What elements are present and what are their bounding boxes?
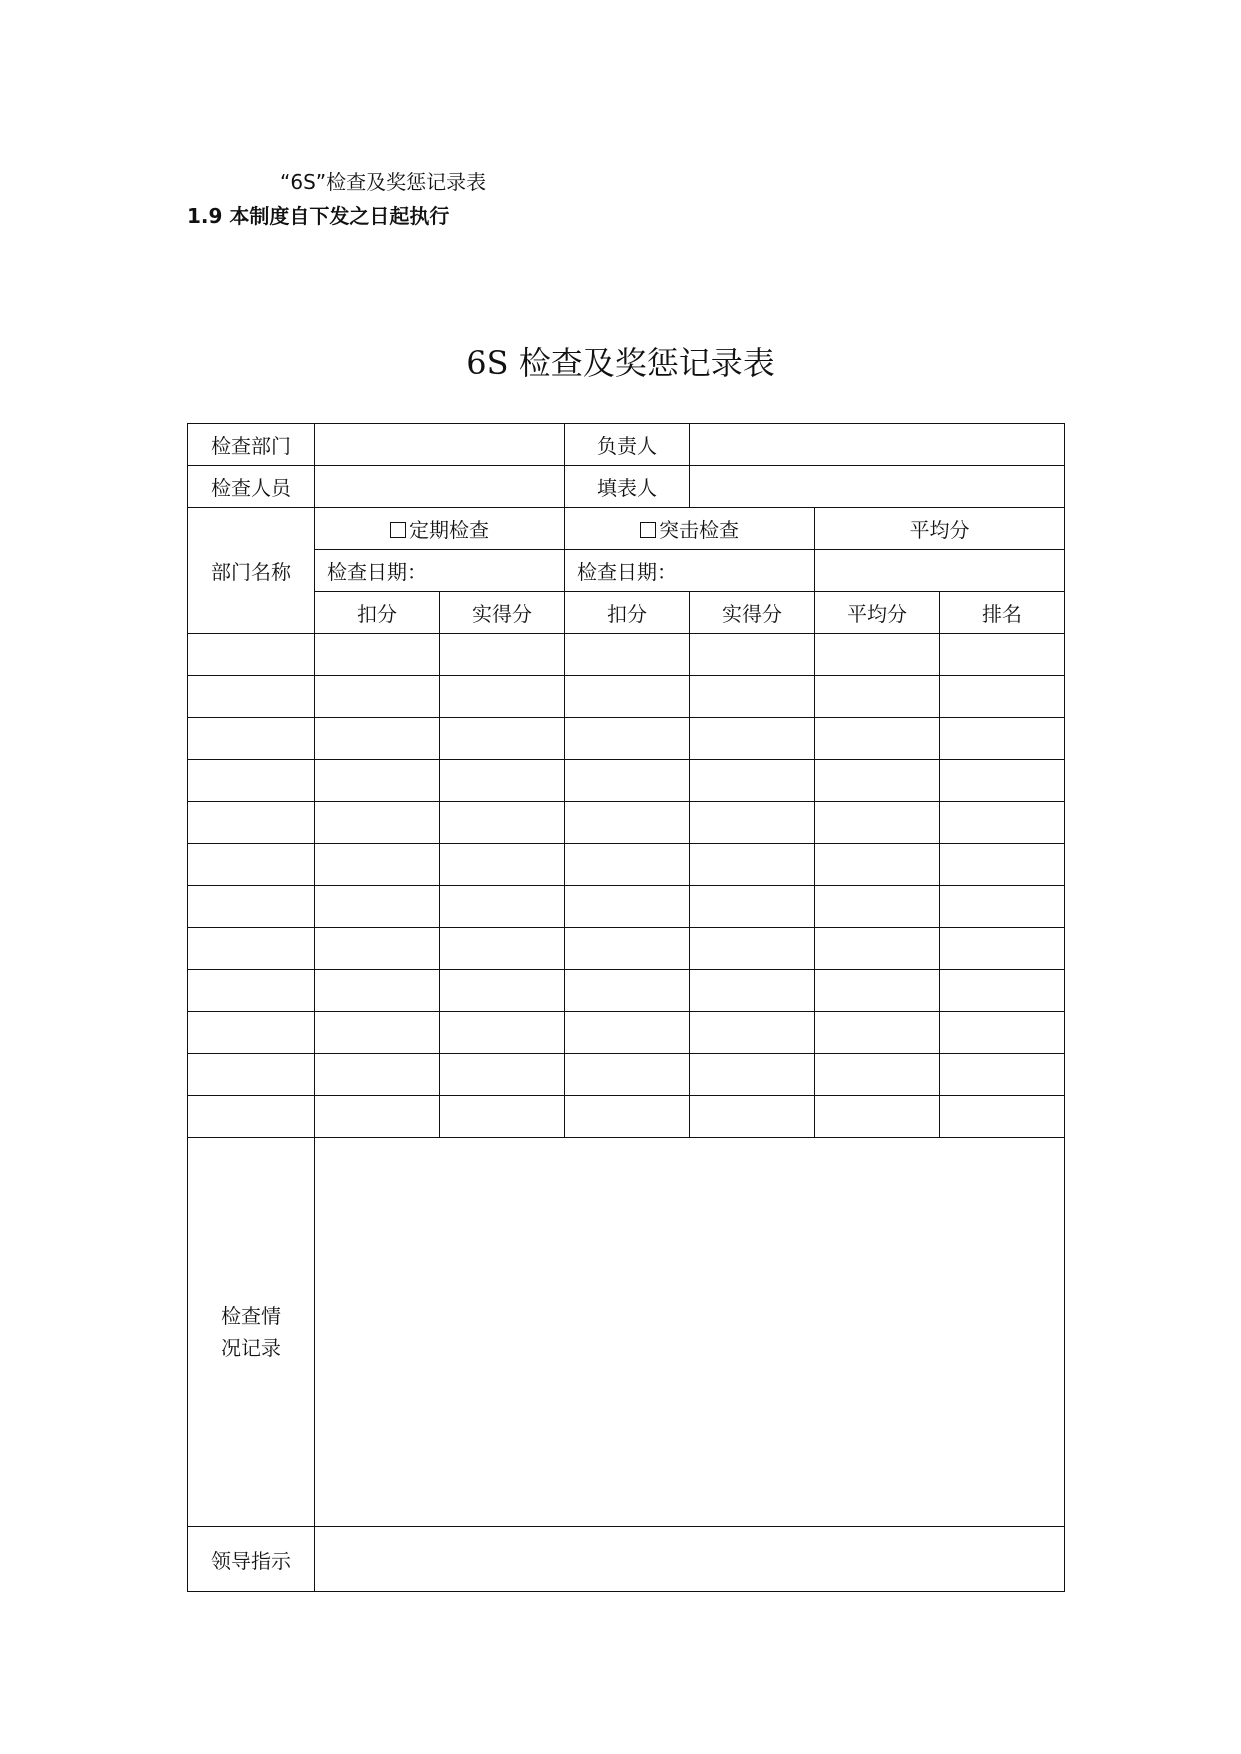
score-cell[interactable] — [815, 802, 940, 844]
checkbox-icon[interactable] — [390, 522, 406, 538]
score-cell[interactable] — [565, 802, 690, 844]
score-cell[interactable] — [565, 1012, 690, 1054]
score-cell[interactable] — [690, 634, 815, 676]
score-cell[interactable] — [690, 1012, 815, 1054]
score-cell[interactable] — [565, 844, 690, 886]
label-dept-check: 检查部门 — [188, 424, 315, 466]
score-cell[interactable] — [440, 718, 565, 760]
field-filler[interactable] — [690, 466, 1065, 508]
dept-name-cell[interactable] — [188, 760, 315, 802]
score-cell[interactable] — [815, 1096, 940, 1138]
score-cell[interactable] — [940, 1012, 1065, 1054]
record-table — [187, 423, 1065, 1592]
score-cell[interactable] — [565, 886, 690, 928]
label-remarks — [188, 1138, 315, 1527]
dept-name-cell[interactable] — [188, 970, 315, 1012]
check-date-1[interactable]: 检查日期： — [315, 550, 565, 592]
label-filler: 填表人 — [565, 466, 690, 508]
score-cell[interactable] — [440, 928, 565, 970]
table-row — [188, 1054, 1065, 1096]
dept-name-cell[interactable] — [188, 676, 315, 718]
score-cell[interactable] — [815, 928, 940, 970]
score-cell[interactable] — [690, 676, 815, 718]
table-row — [188, 802, 1065, 844]
score-cell[interactable] — [315, 844, 440, 886]
score-cell[interactable] — [440, 970, 565, 1012]
score-cell[interactable] — [690, 760, 815, 802]
header-actual-1: 实得分 — [440, 592, 565, 634]
header-actual-2: 实得分 — [690, 592, 815, 634]
score-cell[interactable] — [565, 718, 690, 760]
table-row — [188, 676, 1065, 718]
score-cell[interactable] — [940, 928, 1065, 970]
score-cell[interactable] — [815, 634, 940, 676]
score-cell[interactable] — [440, 1054, 565, 1096]
score-cell[interactable] — [690, 802, 815, 844]
regular-check-option[interactable] — [315, 508, 565, 550]
field-dept-check[interactable] — [315, 424, 565, 466]
header-deduction-2: 扣分 — [565, 592, 690, 634]
field-inspector[interactable] — [315, 466, 565, 508]
score-cell[interactable] — [565, 676, 690, 718]
score-cell[interactable] — [315, 718, 440, 760]
score-cell[interactable] — [315, 1012, 440, 1054]
header-deduction-1: 扣分 — [315, 592, 440, 634]
score-cell[interactable] — [940, 760, 1065, 802]
score-cell[interactable] — [690, 928, 815, 970]
score-cell[interactable] — [440, 760, 565, 802]
label-dept-name: 部门名称 — [188, 508, 315, 634]
section-line: 1.9 本制度自下发之日起执行 — [187, 204, 450, 228]
score-cell[interactable] — [940, 634, 1065, 676]
dept-name-cell[interactable] — [188, 886, 315, 928]
table-row — [188, 634, 1065, 676]
score-cell[interactable] — [690, 1096, 815, 1138]
remarks-label-line2: 况记录 — [221, 1336, 281, 1360]
score-cell[interactable] — [440, 634, 565, 676]
score-cell[interactable] — [565, 928, 690, 970]
header-average: 平均分 — [815, 592, 940, 634]
table-row — [188, 886, 1065, 928]
score-cell[interactable] — [690, 886, 815, 928]
score-cell[interactable] — [815, 1012, 940, 1054]
score-cell[interactable] — [815, 718, 940, 760]
score-cell[interactable] — [690, 844, 815, 886]
table-row — [188, 1012, 1065, 1054]
score-cell[interactable] — [315, 760, 440, 802]
check-date-2[interactable]: 检查日期： — [565, 550, 815, 592]
score-cell[interactable] — [440, 802, 565, 844]
label-responsible: 负责人 — [565, 424, 690, 466]
score-cell[interactable] — [440, 1012, 565, 1054]
score-cell[interactable] — [690, 718, 815, 760]
score-cell[interactable] — [440, 886, 565, 928]
score-cell[interactable] — [315, 676, 440, 718]
surprise-check-option[interactable] — [565, 508, 815, 550]
dept-name-cell[interactable] — [188, 1012, 315, 1054]
field-leader[interactable] — [315, 1527, 1065, 1592]
top-note: “6S”检查及奖惩记录表 — [280, 170, 487, 194]
table-row — [188, 844, 1065, 886]
score-cell[interactable] — [315, 1054, 440, 1096]
score-cell[interactable] — [815, 886, 940, 928]
score-cell[interactable] — [940, 1096, 1065, 1138]
header-rank: 排名 — [940, 592, 1065, 634]
checkbox-icon[interactable] — [640, 522, 656, 538]
score-cell[interactable] — [565, 760, 690, 802]
score-cell[interactable] — [440, 676, 565, 718]
table-row — [188, 718, 1065, 760]
dept-name-cell[interactable] — [188, 1054, 315, 1096]
score-cell[interactable] — [940, 1054, 1065, 1096]
score-cell[interactable] — [315, 886, 440, 928]
dept-name-cell[interactable] — [188, 634, 315, 676]
score-cell[interactable] — [940, 844, 1065, 886]
score-cell[interactable] — [940, 718, 1065, 760]
score-cell[interactable] — [690, 1054, 815, 1096]
score-cell[interactable] — [440, 844, 565, 886]
score-cell[interactable] — [315, 634, 440, 676]
score-cell[interactable] — [940, 802, 1065, 844]
average-blank-cell[interactable] — [815, 550, 1065, 592]
score-cell[interactable] — [565, 1054, 690, 1096]
surprise-check-label: 突击检查 — [659, 518, 739, 542]
score-cell[interactable] — [315, 928, 440, 970]
score-cell[interactable] — [440, 1096, 565, 1138]
dept-name-cell[interactable] — [188, 1096, 315, 1138]
field-remarks[interactable] — [315, 1138, 1065, 1527]
table-row — [188, 928, 1065, 970]
label-inspector: 检查人员 — [188, 466, 315, 508]
score-cell[interactable] — [315, 802, 440, 844]
table-row — [188, 970, 1065, 1012]
field-responsible[interactable] — [690, 424, 1065, 466]
score-cell[interactable] — [565, 1096, 690, 1138]
score-cell[interactable] — [815, 1054, 940, 1096]
dept-name-cell[interactable] — [188, 844, 315, 886]
score-cell[interactable] — [940, 886, 1065, 928]
score-cell[interactable] — [815, 676, 940, 718]
form-title: 6S 检查及奖惩记录表 — [466, 344, 775, 382]
dept-name-cell[interactable] — [188, 718, 315, 760]
table-row — [188, 760, 1065, 802]
remarks-label-line1: 检查情 — [221, 1304, 281, 1328]
score-cell[interactable] — [565, 634, 690, 676]
score-cell[interactable] — [815, 760, 940, 802]
regular-check-label: 定期检查 — [409, 518, 489, 542]
score-cell[interactable] — [565, 970, 690, 1012]
score-cell[interactable] — [315, 970, 440, 1012]
table-row — [188, 1096, 1065, 1138]
dept-name-cell[interactable] — [188, 928, 315, 970]
average-header: 平均分 — [815, 508, 1065, 550]
score-cell[interactable] — [815, 970, 940, 1012]
dept-name-cell[interactable] — [188, 802, 315, 844]
score-cell[interactable] — [940, 676, 1065, 718]
score-cell[interactable] — [940, 970, 1065, 1012]
label-leader: 领导指示 — [188, 1527, 315, 1592]
score-cell[interactable] — [815, 844, 940, 886]
score-cell[interactable] — [690, 970, 815, 1012]
score-cell[interactable] — [315, 1096, 440, 1138]
